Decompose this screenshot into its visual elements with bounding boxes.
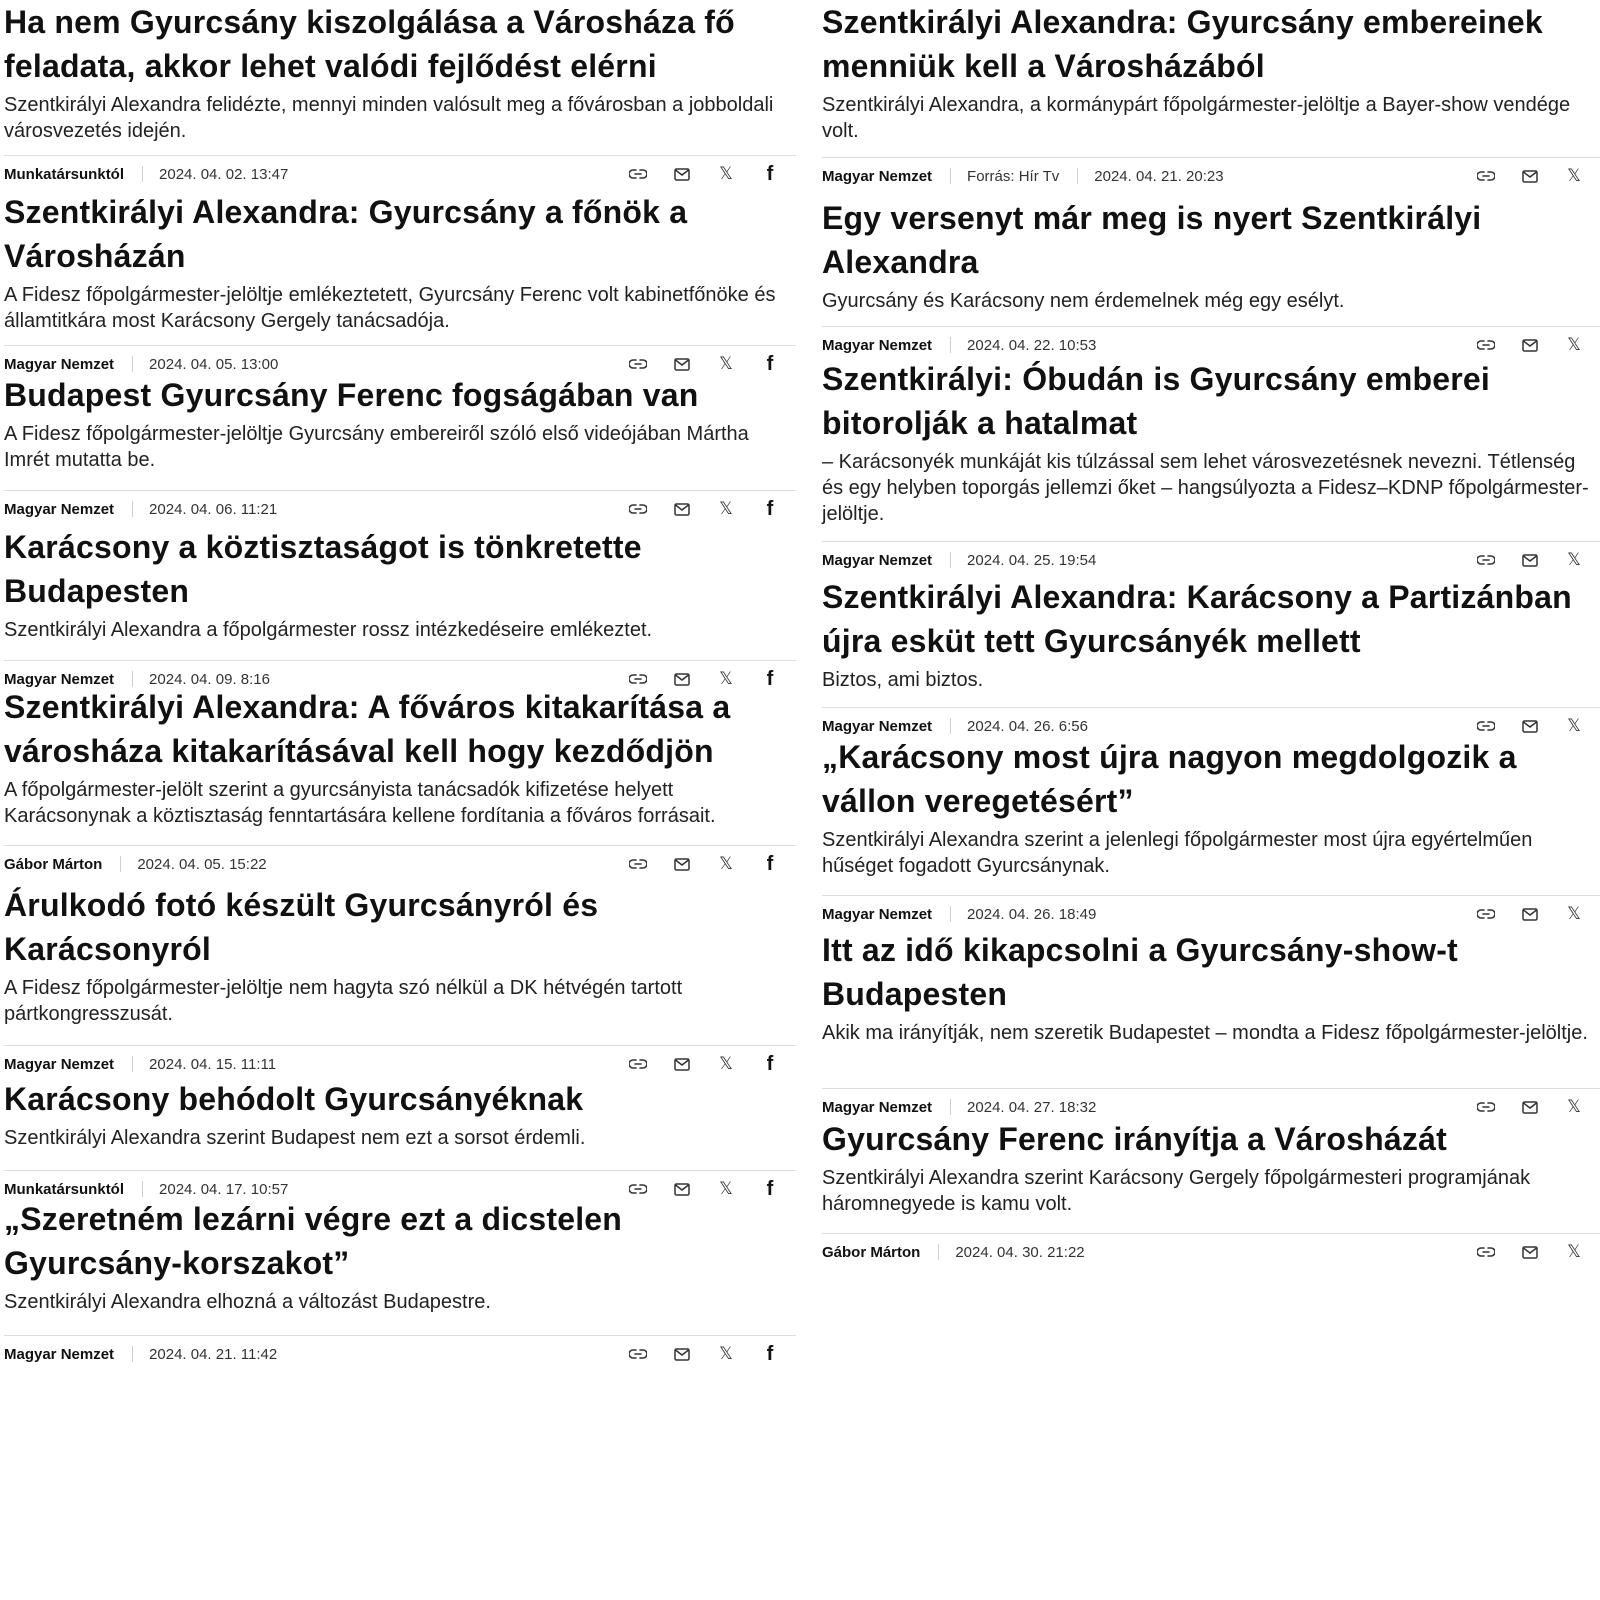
article-date: 2024. 04. 26. 6:56 bbox=[967, 717, 1088, 735]
article-date: 2024. 04. 25. 19:54 bbox=[967, 551, 1097, 569]
meta-divider bbox=[142, 1181, 143, 1197]
x-share-icon[interactable]: 𝕏 bbox=[1567, 1241, 1581, 1262]
article-lead: Szentkirályi Alexandra szerint Karácsony Gergely főpolgármesteri programjának háromnegyede is kamu volt. bbox=[822, 1167, 1531, 1215]
article-title[interactable]: Budapest Gyurcsány Ferenc fogságában van bbox=[4, 377, 699, 413]
share-icons bbox=[616, 1336, 792, 1372]
article-lead: Szentkirályi Alexandra elhozná a változást Budapestre. bbox=[4, 1291, 491, 1313]
x-share-icon[interactable]: 𝕏 bbox=[719, 163, 733, 184]
facebook-icon[interactable]: f bbox=[766, 853, 774, 875]
email-icon[interactable] bbox=[660, 156, 704, 192]
meta-divider bbox=[950, 906, 951, 922]
share-icons bbox=[1464, 158, 1596, 194]
article-meta bbox=[822, 895, 1600, 932]
x-share-icon[interactable]: 𝕏 bbox=[719, 353, 733, 374]
article-meta bbox=[822, 541, 1600, 578]
meta-divider bbox=[142, 166, 143, 182]
article-lead: Szentkirályi Alexandra, a kormánypárt főpolgármester-jelöltje a Bayer-show vendége volt. bbox=[822, 94, 1571, 142]
article-title[interactable]: Szentkirályi Alexandra: A főváros kitakarítása a városháza kitakarításával kell hogy kezdődjön bbox=[4, 689, 731, 769]
meta-divider bbox=[120, 856, 121, 872]
facebook-icon[interactable]: f bbox=[766, 353, 774, 375]
article-author[interactable]: Magyar Nemzet bbox=[822, 336, 933, 354]
right-article-3 bbox=[822, 357, 1600, 527]
facebook-icon[interactable]: f bbox=[766, 1178, 774, 1200]
right-article-6 bbox=[822, 928, 1600, 1046]
article-lead: A Fidesz főpolgármester-jelöltje emlékeztetett, Gyurcsány Ferenc volt kabinetfőnöke és államtitkára most Karácsony Gergely tanácsadója. bbox=[4, 284, 776, 332]
x-share-icon[interactable]: 𝕏 bbox=[719, 498, 733, 519]
meta-divider bbox=[132, 1346, 133, 1362]
meta-divider bbox=[1077, 168, 1078, 184]
article-lead: A Fidesz főpolgármester-jelöltje Gyurcsány embereiről szóló első videójában Mártha Imrét mutatta be. bbox=[4, 423, 749, 471]
left-article-2 bbox=[4, 190, 796, 334]
meta-divider bbox=[950, 168, 951, 184]
article-title[interactable]: Szentkirályi: Óbudán is Gyurcsány emberei bitorolják a hatalmat bbox=[822, 361, 1490, 441]
article-meta bbox=[4, 845, 796, 882]
share-icons bbox=[1464, 542, 1596, 578]
article-date: 2024. 04. 21. 20:23 bbox=[1094, 167, 1224, 185]
article-title[interactable]: Ha nem Gyurcsány kiszolgálása a Városháza fő feladata, akkor lehet valódi fejlődést elérni bbox=[4, 4, 735, 84]
facebook-icon[interactable]: f bbox=[766, 498, 774, 520]
meta-divider bbox=[132, 356, 133, 372]
right-article-7 bbox=[822, 1117, 1600, 1217]
meta-divider bbox=[950, 337, 951, 353]
link-icon[interactable] bbox=[616, 1336, 660, 1372]
right-article-5 bbox=[822, 735, 1600, 879]
left-article-1 bbox=[4, 0, 796, 144]
article-author[interactable]: Gábor Márton bbox=[4, 855, 103, 873]
x-share-icon[interactable]: 𝕏 bbox=[719, 1343, 733, 1364]
article-source: Forrás: Hír Tv bbox=[967, 167, 1060, 185]
email-icon[interactable] bbox=[1508, 896, 1552, 932]
article-title[interactable]: Szentkirályi Alexandra: Gyurcsány a főnök a Városházán bbox=[4, 194, 688, 274]
link-icon[interactable] bbox=[1464, 158, 1508, 194]
left-article-7 bbox=[4, 1077, 796, 1151]
facebook-icon[interactable]: f bbox=[766, 1053, 774, 1075]
x-share-icon[interactable]: 𝕏 bbox=[1567, 549, 1581, 570]
link-icon[interactable] bbox=[616, 491, 660, 527]
link-icon[interactable] bbox=[616, 846, 660, 882]
article-lead: Szentkirályi Alexandra felidézte, mennyi minden valósult meg a fővárosban a jobboldali városvezetés idején. bbox=[4, 94, 774, 142]
link-icon[interactable] bbox=[1464, 1234, 1508, 1270]
article-lead: Biztos, ami biztos. bbox=[822, 669, 984, 691]
article-title[interactable]: Gyurcsány Ferenc irányítja a Városházát bbox=[822, 1121, 1447, 1157]
article-author[interactable]: Magyar Nemzet bbox=[4, 670, 115, 688]
left-article-6 bbox=[4, 883, 796, 1027]
meta-divider bbox=[950, 718, 951, 734]
meta-divider bbox=[938, 1244, 939, 1260]
article-author[interactable]: Magyar Nemzet bbox=[822, 551, 933, 569]
meta-divider bbox=[132, 1056, 133, 1072]
article-date: 2024. 04. 15. 11:11 bbox=[149, 1055, 277, 1073]
article-date: 2024. 04. 17. 10:57 bbox=[159, 1180, 289, 1198]
facebook-icon[interactable]: f bbox=[766, 163, 774, 185]
article-date: 2024. 04. 02. 13:47 bbox=[159, 165, 289, 183]
x-share-icon[interactable]: 𝕏 bbox=[719, 1178, 733, 1199]
article-author[interactable]: Magyar Nemzet bbox=[822, 167, 933, 185]
meta-divider bbox=[132, 501, 133, 517]
facebook-icon[interactable]: f bbox=[766, 1343, 774, 1365]
left-article-5 bbox=[4, 685, 796, 829]
article-lead: Szentkirályi Alexandra a főpolgármester rossz intézkedéseire emlékeztet. bbox=[4, 619, 653, 641]
x-share-icon[interactable]: 𝕏 bbox=[1567, 903, 1581, 924]
article-lead: – Karácsonyék munkáját kis túlzással sem lehet városvezetésnek nevezni. Tétlenség és egy helyben toporgás jellemzi őket – hangsúlyozta a Fidesz–KDNP főpolgármester-jelöltje. bbox=[822, 451, 1589, 525]
article-meta bbox=[822, 157, 1600, 194]
article-lead: Szentkirályi Alexandra szerint Budapest nem ezt a sorsot érdemli. bbox=[4, 1127, 586, 1149]
article-title[interactable]: Karácsony a köztisztaságot is tönkretette Budapesten bbox=[4, 529, 642, 609]
article-date: 2024. 04. 26. 18:49 bbox=[967, 905, 1097, 923]
share-icons bbox=[616, 846, 792, 882]
article-author[interactable]: Magyar Nemzet bbox=[4, 355, 115, 373]
share-icons bbox=[1464, 1234, 1596, 1270]
article-date: 2024. 04. 06. 11:21 bbox=[149, 500, 278, 518]
article-date: 2024. 04. 22. 10:53 bbox=[967, 336, 1097, 354]
article-meta bbox=[4, 490, 796, 527]
meta-divider bbox=[950, 552, 951, 568]
article-author[interactable]: Munkatársunktól bbox=[4, 165, 125, 183]
left-article-4 bbox=[4, 525, 796, 643]
share-icons bbox=[616, 156, 792, 192]
link-icon[interactable] bbox=[1464, 542, 1508, 578]
article-author[interactable]: Gábor Márton bbox=[822, 1243, 921, 1261]
article-title[interactable]: Szentkirályi Alexandra: Karácsony a Partizánban újra esküt tett Gyurcsányék mellett bbox=[822, 579, 1572, 659]
article-author[interactable]: Magyar Nemzet bbox=[4, 500, 115, 518]
x-share-icon[interactable]: 𝕏 bbox=[719, 853, 733, 874]
right-article-2 bbox=[822, 196, 1600, 314]
article-date: 2024. 04. 05. 13:00 bbox=[149, 355, 279, 373]
article-date: 2024. 04. 05. 15:22 bbox=[137, 855, 267, 873]
article-date: 2024. 04. 30. 21:22 bbox=[955, 1243, 1085, 1261]
email-icon[interactable] bbox=[660, 846, 704, 882]
share-icons bbox=[1464, 896, 1596, 932]
share-icons bbox=[616, 491, 792, 527]
article-author[interactable]: Munkatársunktól bbox=[4, 1180, 125, 1198]
article-title[interactable]: Itt az idő kikapcsolni a Gyurcsány-show-t Budapesten bbox=[822, 932, 1458, 1012]
article-lead: Akik ma irányítják, nem szeretik Budapestet – mondta a Fidesz főpolgármester-jelöltje. bbox=[822, 1022, 1588, 1044]
article-author[interactable]: Magyar Nemzet bbox=[4, 1345, 115, 1363]
article-title[interactable]: „Karácsony most újra nagyon megdolgozik a vállon veregetésért” bbox=[822, 739, 1517, 819]
email-icon[interactable] bbox=[1508, 158, 1552, 194]
article-title[interactable]: „Szeretném lezárni végre ezt a dicstelen Gyurcsány-korszakot” bbox=[4, 1201, 623, 1281]
article-meta bbox=[822, 1233, 1600, 1270]
link-icon[interactable] bbox=[616, 156, 660, 192]
facebook-icon[interactable]: f bbox=[766, 668, 774, 690]
link-icon[interactable] bbox=[1464, 896, 1508, 932]
email-icon[interactable] bbox=[1508, 542, 1552, 578]
x-share-icon[interactable]: 𝕏 bbox=[719, 668, 733, 689]
article-title[interactable]: Egy versenyt már meg is nyert Szentkirályi Alexandra bbox=[822, 200, 1482, 280]
x-share-icon[interactable]: 𝕏 bbox=[1567, 334, 1581, 355]
right-article-4 bbox=[822, 575, 1600, 693]
article-lead: Gyurcsány és Karácsony nem érdemelnek még egy esélyt. bbox=[822, 290, 1345, 312]
article-title[interactable]: Árulkodó fotó készült Gyurcsányról és Karácsonyról bbox=[4, 887, 599, 967]
x-share-icon[interactable]: 𝕏 bbox=[1567, 1096, 1581, 1117]
meta-divider bbox=[950, 1099, 951, 1115]
right-article-1 bbox=[822, 0, 1600, 144]
article-meta bbox=[4, 1335, 796, 1372]
email-icon[interactable] bbox=[660, 1336, 704, 1372]
article-lead: A Fidesz főpolgármester-jelöltje nem hagyta szó nélkül a DK hétvégén tartott pártkongresszusát. bbox=[4, 977, 683, 1025]
x-share-icon[interactable]: 𝕏 bbox=[719, 1053, 733, 1074]
article-author[interactable]: Magyar Nemzet bbox=[4, 1055, 115, 1073]
left-article-3 bbox=[4, 373, 796, 473]
article-title[interactable]: Karácsony behódolt Gyurcsányéknak bbox=[4, 1081, 584, 1117]
email-icon[interactable] bbox=[660, 491, 704, 527]
article-author[interactable]: Magyar Nemzet bbox=[822, 905, 933, 923]
article-author[interactable]: Magyar Nemzet bbox=[822, 1098, 933, 1116]
x-share-icon[interactable]: 𝕏 bbox=[1567, 715, 1581, 736]
article-author[interactable]: Magyar Nemzet bbox=[822, 717, 933, 735]
article-date: 2024. 04. 09. 8:16 bbox=[149, 670, 270, 688]
article-meta bbox=[4, 155, 796, 192]
article-date: 2024. 04. 21. 11:42 bbox=[149, 1345, 278, 1363]
x-share-icon[interactable]: 𝕏 bbox=[1567, 165, 1581, 186]
left-article-8 bbox=[4, 1197, 796, 1315]
article-date: 2024. 04. 27. 18:32 bbox=[967, 1098, 1097, 1116]
article-lead: A főpolgármester-jelölt szerint a gyurcsányista tanácsadók kifizetése helyett Karácsonynak a köztisztaság fenntartására kellene fordítania a főváros forrásait. bbox=[4, 779, 716, 827]
article-title[interactable]: Szentkirályi Alexandra: Gyurcsány embereinek menniük kell a Városházából bbox=[822, 4, 1543, 84]
email-icon[interactable] bbox=[1508, 1234, 1552, 1270]
article-lead: Szentkirályi Alexandra szerint a jelenlegi főpolgármester most újra egyértelműen hűséget fogadott Gyurcsánynak. bbox=[822, 829, 1533, 877]
